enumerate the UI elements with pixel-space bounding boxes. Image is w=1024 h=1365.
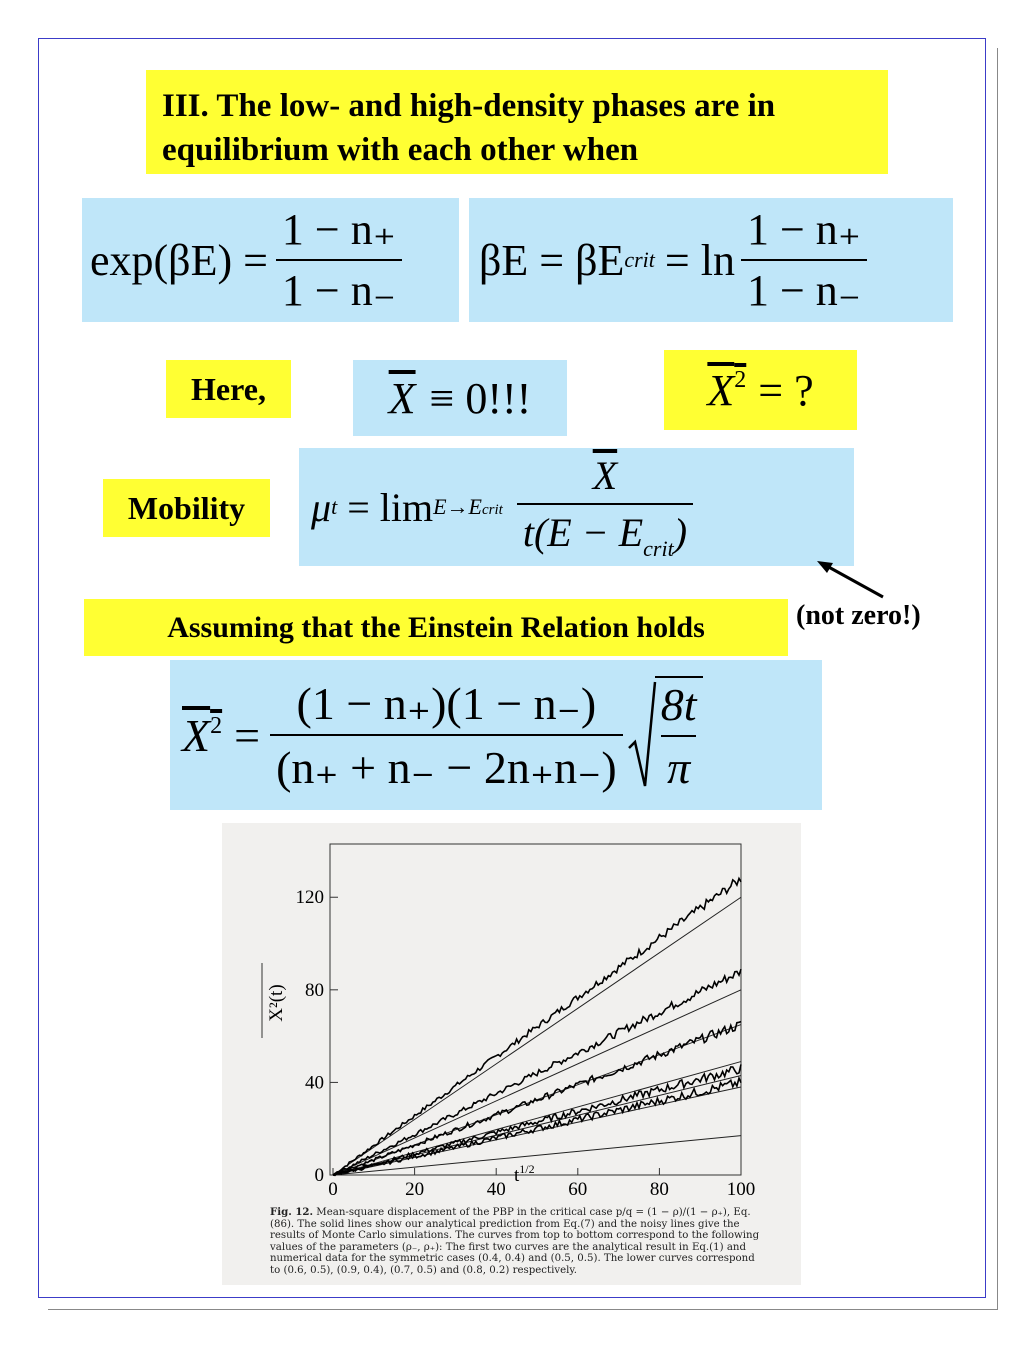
y-tick-label: 120 — [295, 887, 324, 909]
einstein-lhs-x: X — [182, 709, 211, 761]
eq2-lhs-subscript: crit — [624, 247, 655, 272]
x-tick-label: 80 — [649, 1179, 669, 1200]
mobility-fraction — [517, 452, 693, 562]
eq2-fraction — [741, 204, 867, 316]
eq1-numerator: 1 − n₊ — [281, 205, 396, 254]
einstein-lhs-overbar — [182, 709, 222, 762]
mean-square-exponent: 2 — [734, 366, 747, 393]
y-tick-label: 40 — [305, 1072, 324, 1094]
mobility-label: Mobility — [103, 479, 270, 537]
eq2-denominator: 1 − n₋ — [741, 259, 867, 316]
mobility-equation-box — [299, 448, 854, 566]
mobility-den-sub: crit — [643, 536, 674, 561]
x-tick-label: 20 — [405, 1179, 425, 1200]
analytical-curve — [333, 1136, 741, 1175]
analytical-curve — [333, 897, 741, 1175]
mobility-lim-sub-text: E→E — [433, 494, 482, 519]
mobility-lim-subscript — [433, 494, 503, 520]
heading-line-1: III. The low- and high-density phases are in — [162, 88, 776, 124]
equation-ecrit-box — [469, 198, 953, 322]
einstein-relation-label: Assuming that the Einstein Relation holds — [84, 599, 788, 656]
x-tick-label: 60 — [568, 1179, 588, 1200]
mobility-den-a: t(E − E — [522, 510, 644, 555]
mobility-numerator: $\overline{X}$ — [592, 453, 618, 498]
eq1-denominator: 1 − n₋ — [276, 259, 402, 316]
mobility-denominator — [517, 503, 693, 562]
heading-box — [146, 70, 888, 174]
eq2-lhs: βE = βE — [479, 235, 625, 285]
x-tick-label: 40 — [486, 1179, 506, 1200]
y-axis-label: X²(t) — [266, 984, 287, 1022]
sqrt-sign-icon — [627, 680, 657, 790]
equation-exp-box — [82, 198, 459, 322]
frame-shadow-right — [997, 48, 998, 1310]
x-axis-label-exponent: 1/2 — [519, 1162, 535, 1176]
not-zero-note: (not zero!) — [796, 600, 921, 631]
mean-x-rhs: ≡ 0!!! — [429, 373, 532, 423]
x-axis-label-base: t — [514, 1165, 520, 1186]
eq2-numerator: 1 − n₊ — [746, 205, 861, 254]
simulation-curve — [333, 969, 741, 1175]
x-tick-label: 100 — [726, 1179, 756, 1200]
sqrt-fraction — [655, 676, 703, 794]
eq1-fraction — [276, 204, 402, 316]
arrow-pointer-icon — [805, 555, 895, 605]
caption-text: Mean-square displacement of the PBP in the critical case p/q = (1 − ρ)/(1 − ρ₊), Eq.(86). The solid lines show our analytical prediction from Eq.(7) and the noisy lines give the results of Monte Carlo simulations. The curves from top to bottom correspond to the following values of the parameters (ρ₋, ρ₊): The first two curves are the analytical result in Eq.(1) and numerical data for the symmetric cases (0.4, 0.4) and (0.5, 0.5). The lower curves correspond to (0.6, 0.5), (0.9, 0.4), (0.7, 0.5) and (0.8, 0.2) respectively. — [270, 1207, 760, 1276]
msd-plot — [222, 823, 801, 1203]
mean-square-rhs: = ? — [758, 365, 814, 415]
figure-caption — [270, 1207, 766, 1276]
heading-line-2: equilibrium with each other when — [162, 132, 639, 168]
einstein-lhs-exponent: 2 — [210, 712, 223, 739]
einstein-numerator: (1 − n₊)(1 − n₋) — [296, 678, 597, 729]
here-label: Here, — [166, 360, 291, 418]
mean-x: $\overline{X}$ — [388, 373, 416, 423]
x-tick-label: 0 — [328, 1179, 338, 1200]
y-tick-label: 80 — [305, 979, 324, 1001]
caption-label: Fig. 12. — [270, 1206, 314, 1218]
mean-square-question-box — [664, 350, 857, 430]
y-tick-label: 0 — [314, 1165, 324, 1186]
einstein-denominator: (n₊ + n₋ − 2n₊n₋) — [270, 734, 623, 794]
simulation-curve — [333, 1078, 741, 1175]
frame-shadow-bottom — [48, 1309, 998, 1310]
eq2-ln: = ln — [664, 235, 735, 285]
einstein-equals: = — [234, 709, 261, 761]
sqrt-expression — [627, 676, 703, 794]
einstein-fraction — [270, 676, 623, 794]
sqrt-denominator: π — [661, 735, 696, 794]
mobility-lim: = lim — [347, 484, 434, 530]
mobility-mu: μ — [311, 484, 332, 530]
einstein-equation-box — [170, 660, 822, 810]
simulation-curve — [333, 1064, 741, 1175]
figure-scan — [222, 823, 801, 1285]
mean-displacement-box — [353, 360, 567, 436]
mean-square-overbar — [707, 365, 746, 416]
mean-square-x: X — [707, 365, 735, 415]
mobility-mu-subscript: t — [331, 494, 338, 519]
plot-curves — [333, 879, 741, 1176]
x-axis-label — [514, 1162, 535, 1186]
eq1-lhs: exp(βE) = — [90, 235, 268, 285]
mobility-lim-subsub-text: crit — [482, 502, 503, 518]
mobility-den-b: ) — [673, 510, 688, 555]
sqrt-numerator: 8t — [660, 679, 697, 730]
